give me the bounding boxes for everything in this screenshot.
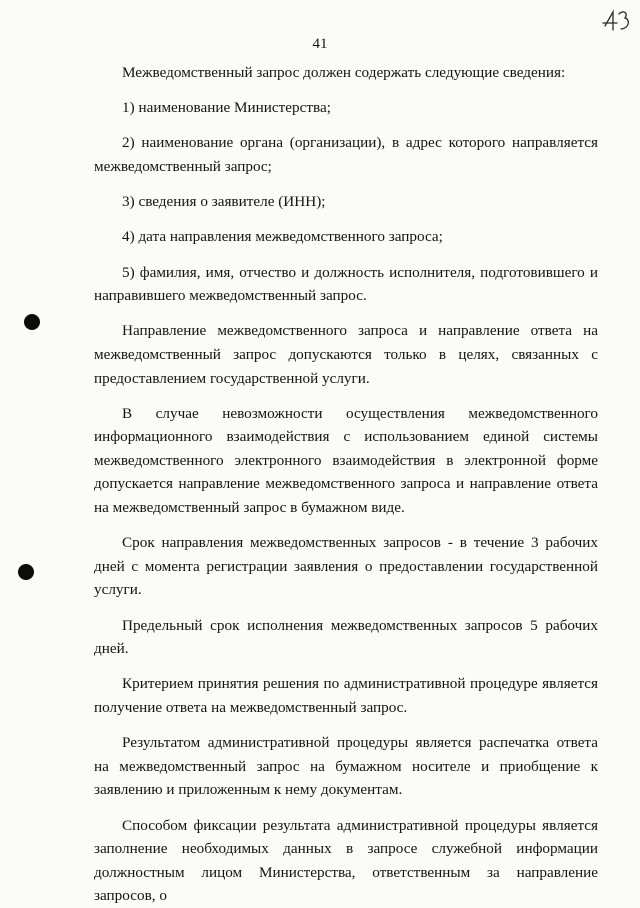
list-item: 1) наименование Министерства; — [122, 99, 331, 117]
paragraph: Результатом административной процедуры является распечатка ответа на межведомственный запрос на бумажном носителе и приобщение к заявлению и приложенным к нему документам. — [94, 734, 598, 799]
paragraph: Направление межведомственного запроса и направление ответа на межведомственный запрос допускаются только в целях, связанных с предоставлением государственной услуги. — [94, 322, 598, 387]
paragraph: В случае невозможности осуществления межведомственного информационного взаимодействия с использованием единой системы межведомственного электронного взаимодействия в электронной форме допускается направление межведомственного запроса и направление ответа на межведомственный запрос в бумажном виде. — [94, 404, 598, 517]
handwritten-page-mark — [600, 6, 632, 36]
list-item: 2) наименование органа (организации), в адрес которого направляется межведомственный запрос; — [94, 134, 598, 175]
paragraph: Способом фиксации результата административной процедуры является заполнение необходимых данных в запросе служебной информации должностным лицом Министерства, ответственным за направление запросов, о — [94, 816, 598, 905]
punch-hole — [18, 564, 34, 580]
paragraph: Межведомственный запрос должен содержать следующие сведения: — [122, 64, 566, 81]
list-item: 5) фамилия, имя, отчество и должность исполнителя, подготовившего и направившего межведомственный запрос. — [94, 263, 598, 305]
paragraph: Критерием принятия решения по административной процедуре является получение ответа на межведомственный запрос. — [94, 675, 598, 716]
paragraph: Предельный срок исполнения межведомственных запросов 5 рабочих дней. — [94, 616, 598, 658]
paragraph: Срок направления межведомственных запросов - в течение 3 рабочих дней с момента регистрации заявления о предоставлении государственной услуги. — [94, 534, 598, 599]
list-item: 3) сведения о заявителе (ИНН); — [122, 193, 326, 211]
punch-hole — [24, 314, 40, 330]
page-number: 41 — [312, 36, 328, 52]
body-text — [94, 61, 598, 908]
list-item: 4) дата направления межведомственного запроса; — [122, 228, 443, 246]
